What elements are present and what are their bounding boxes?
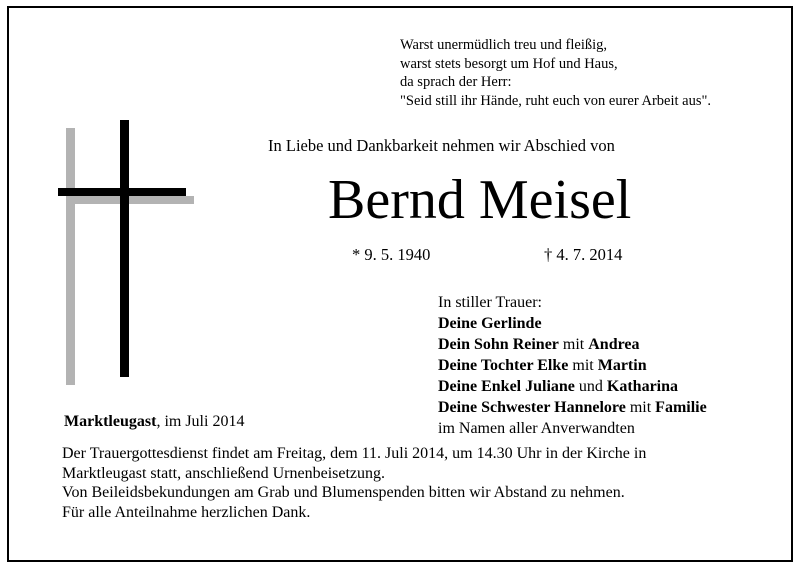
verse-line: Warst unermüdlich treu und fleißig, xyxy=(400,37,608,53)
cross-shadow-horizontal xyxy=(66,196,194,204)
cross-shadow-vertical xyxy=(66,128,75,385)
intro-text: In Liebe und Dankbarkeit nehmen wir Abschied von xyxy=(268,136,615,155)
mourner-name: Deine Schwester Hannelore xyxy=(438,399,626,416)
mourners-list xyxy=(438,292,707,439)
mourner-line xyxy=(438,313,707,334)
notice-line: Marktleugast statt, anschließend Urnenbeisetzung. xyxy=(62,464,386,482)
verse-line: da sprach der Herr: xyxy=(400,74,512,90)
cross-horizontal-bar xyxy=(58,188,186,196)
place-date xyxy=(64,413,244,431)
notice-line: Der Trauergottesdienst findet am Freitag, dem 11. Juli 2014, um 14.30 Uhr in der Kirche in xyxy=(62,445,647,462)
notice-line: Für alle Anteilnahme herzlichen Dank. xyxy=(62,504,311,522)
mourner-name: Deine Gerlinde xyxy=(438,315,542,332)
connector: und xyxy=(574,378,607,395)
notice-line: Von Beileidsbekundungen am Grab und Blumenspenden bitten wir Abstand zu nehmen. xyxy=(62,484,625,502)
mourner-line xyxy=(438,397,707,418)
mourners-heading: In stiller Trauer: xyxy=(438,294,542,311)
mourner-name: Katharina xyxy=(606,378,679,395)
connector: mit xyxy=(625,399,656,416)
mourner-name: Familie xyxy=(655,399,707,416)
mourner-name: Andrea xyxy=(588,336,640,353)
birth-date: * 9. 5. 1940 xyxy=(352,245,431,264)
mourner-line xyxy=(438,376,707,397)
mourner-name: Deine Tochter Elke xyxy=(438,357,569,374)
mourners-footer: im Namen aller Anverwandten xyxy=(438,420,635,437)
verse xyxy=(400,36,711,110)
date-text: , im Juli 2014 xyxy=(156,413,245,430)
mourner-name: Martin xyxy=(597,357,647,374)
death-date: † 4. 7. 2014 xyxy=(544,245,623,264)
verse-line: "Seid still ihr Hände, ruht euch von eurer Arbeit aus". xyxy=(400,92,712,109)
cross-vertical-bar xyxy=(120,120,129,377)
mourner-line xyxy=(438,334,707,355)
cross-icon xyxy=(58,120,194,385)
funeral-notice xyxy=(62,444,646,523)
verse-line: warst stets besorgt um Hof und Haus, xyxy=(400,55,618,72)
connector: mit xyxy=(568,357,598,374)
mourner-line xyxy=(438,355,707,376)
mourner-name: Deine Enkel Juliane xyxy=(438,378,575,395)
town-name: Marktleugast xyxy=(64,413,157,430)
mourner-name: Dein Sohn Reiner xyxy=(438,336,559,353)
connector: mit xyxy=(558,336,589,353)
deceased-name: Bernd Meisel xyxy=(328,169,632,231)
